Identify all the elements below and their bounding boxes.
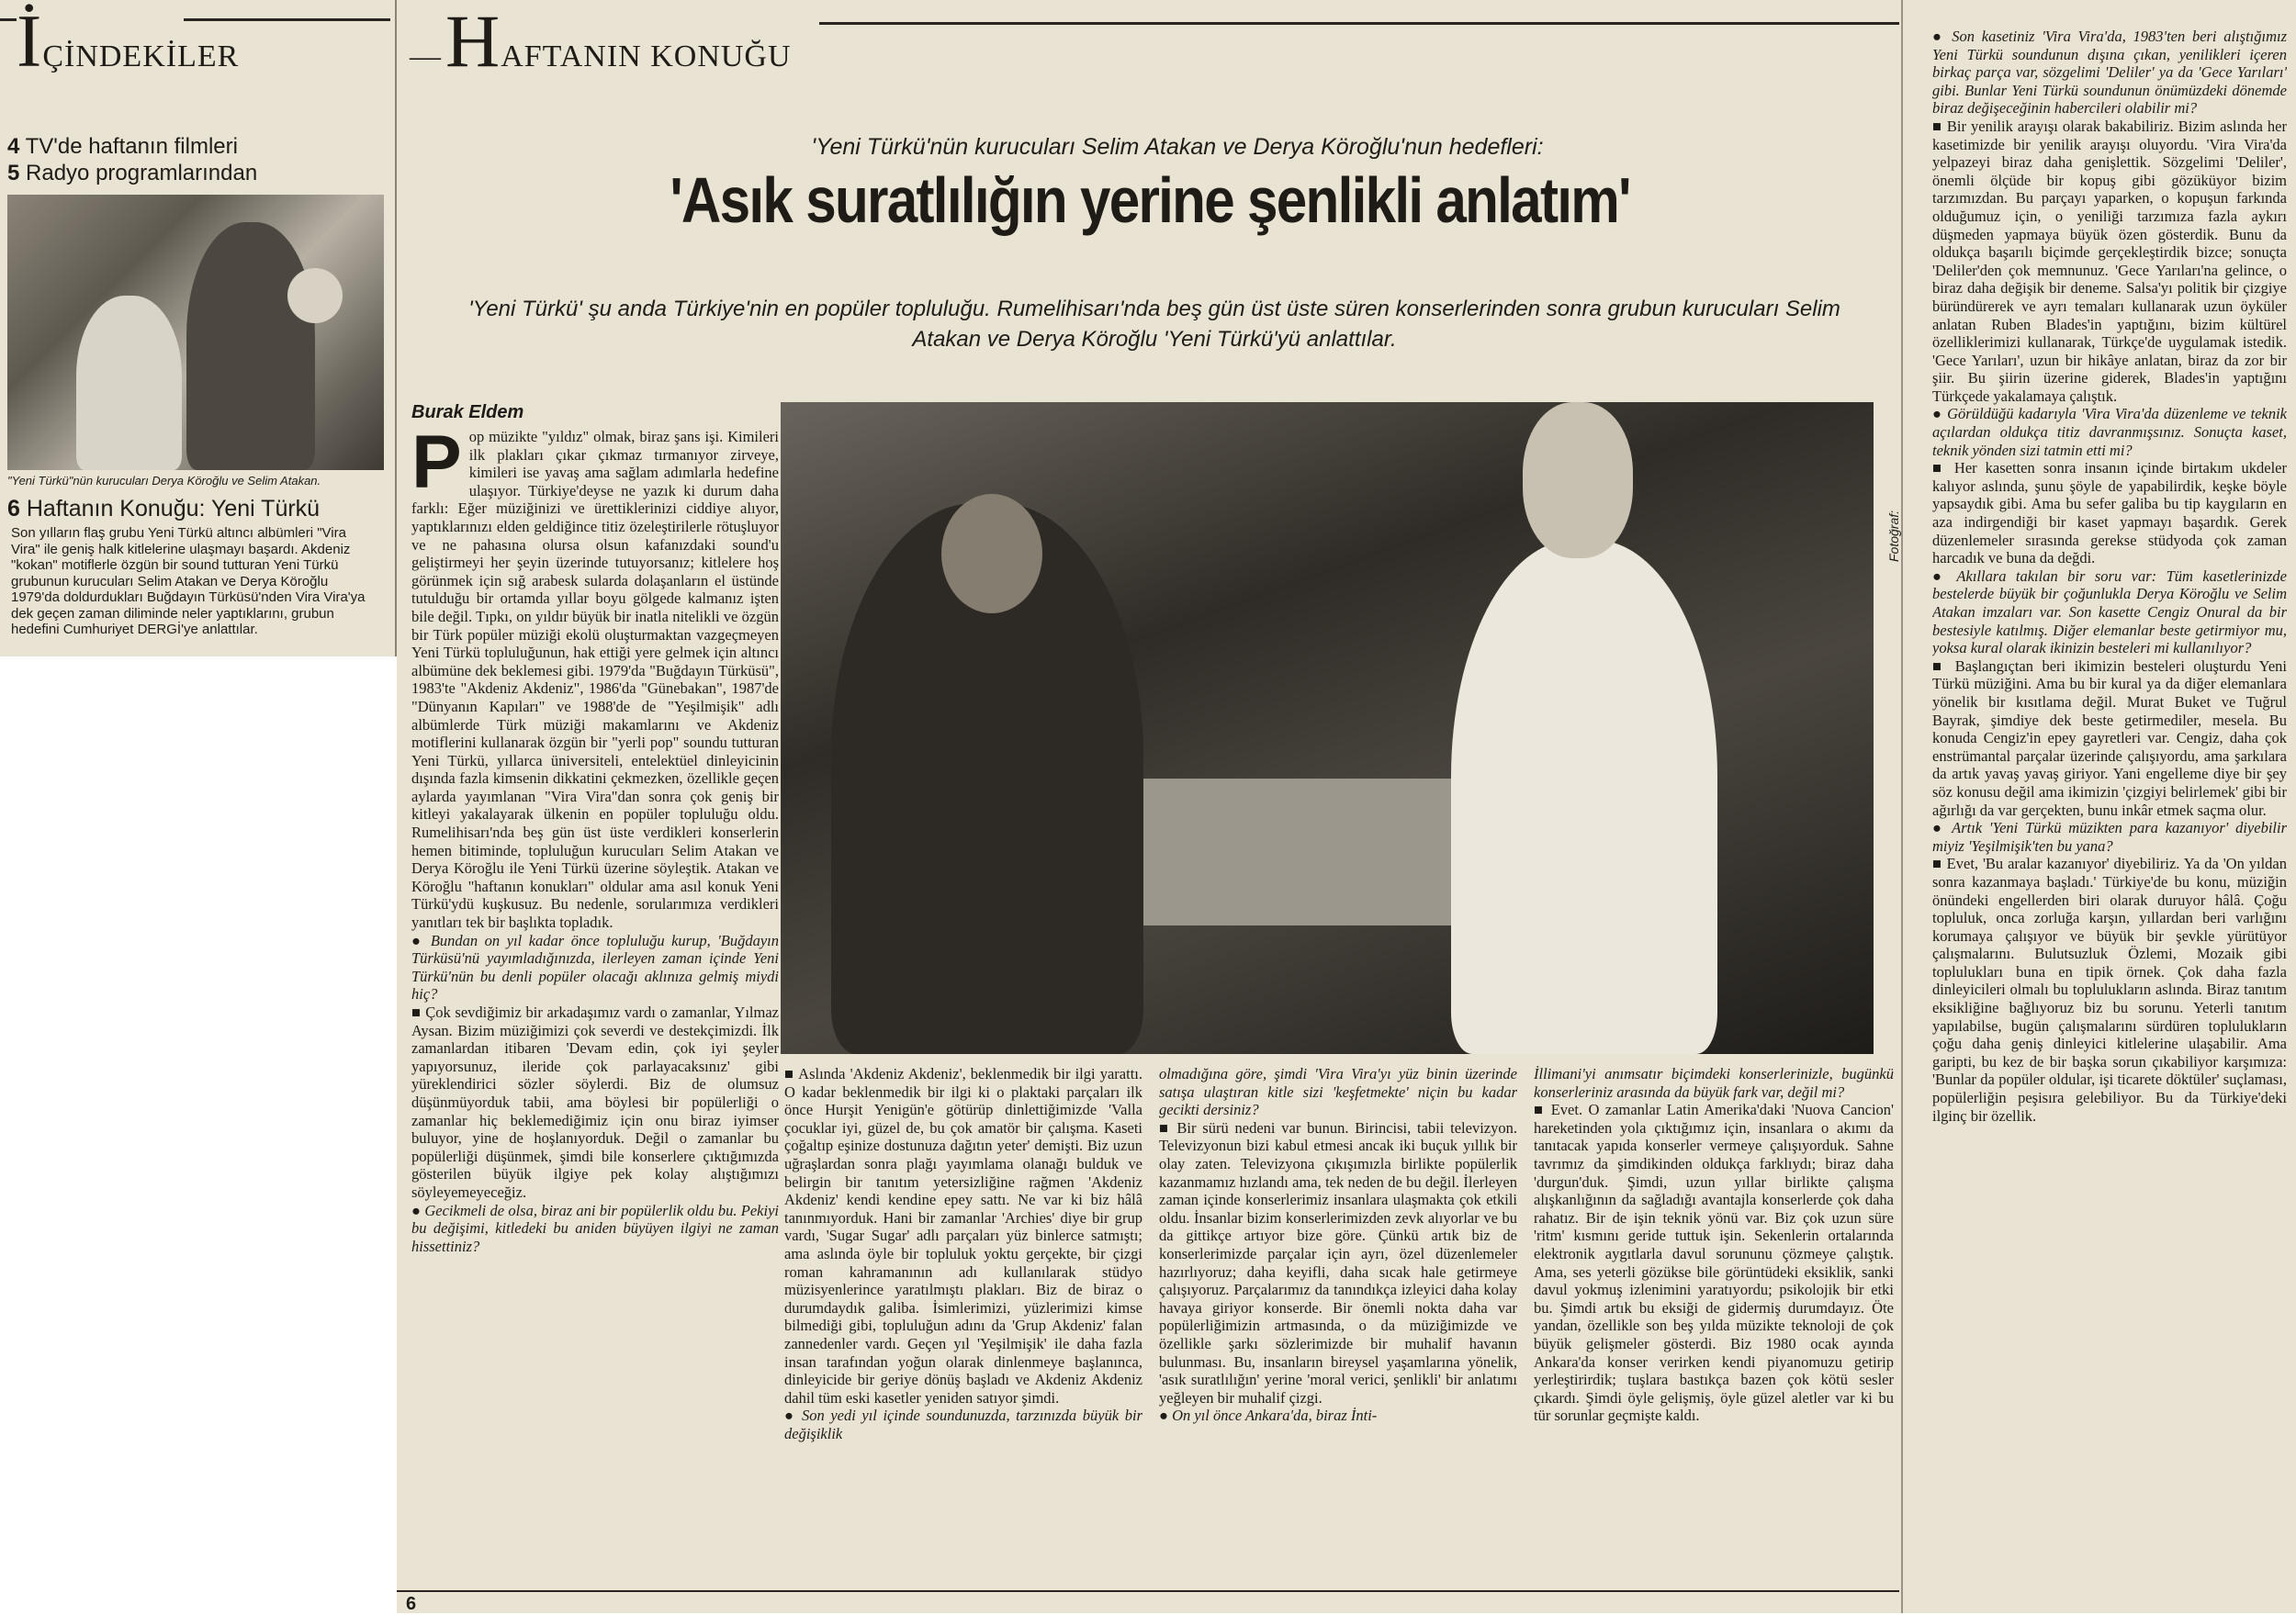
person-face xyxy=(1523,402,1633,558)
person-figure xyxy=(76,296,182,470)
table-of-contents xyxy=(0,0,397,656)
toc-heading: İÇİNDEKİLER xyxy=(17,0,240,83)
bottom-rule xyxy=(397,1590,1899,1592)
article-column-4: İllimani'yi anımsatır biçimdeki konserlerinizle, bugünkü konserleriniz arasında da büyük fark var, değil mi? ■ Evet. O zamanlar Latin Amerika'daki 'Nuova Cancion' hareketinden yola çıktığımız için, insanlara o akımı da tanıtacak yapıda konserler vermeye çalışıyorduk. Sahne tavrımız da şimdikinden oldukça farklıydı; biraz daha 'durgun'duk. Şimdi, uzun yıllar birlikte çalışma alışkanlığının da sağladığı avantajla konserlerde çok daha rahatız. Bir de işin teknik yönü var. Biz çok uzun süre 'ritm' kısmını geride tuttuk işin. Sekenlerin ortalarında elektronik aygıtlarla davul sorununu çözmeye çalıştık. Ama, ses yeterli gözükse bile görüntüdeki eksiklik, sanki davul yokmuş izlenimini yaratıyordu; psikolojik bir etki bu. Şimdi artık bu eksiği de gidermiş durumdayız. Öte yandan, özellikle son beş yılda müzikte teknoloji de çok büyük gelişmeler gösterdi. Biz 1980 ocak ayında Ankara'da konser verirken kendi piyanomuzu getirip yerleştirirdik; tuşlara bastıkça bazen çok kötü sesler çıkardı. Şimdi öyle gelişmiş, öyle güzel aletler var ki bu tür sorunlar geçmişte kaldı. xyxy=(1534,1065,1894,1425)
section-heading: —HAFTANIN KONUĞU xyxy=(410,0,792,83)
toc-rule-right xyxy=(184,18,390,21)
article-column-1: P op müzikte "yıldız" olmak, biraz şans işi. Kimileri ilk plakları çıkar çıkmaz tırmanıyor zirveye, kimileri ise yavaş ama sağlam adımlarla hedefine ulaşıyor. Türkiye'deyse ne yazık ki durum daha farklı: Eğer müziğinizi ve ürettiklerinizi ciddiye alıyor, yaptıklarınızı elden geldiğince titiz özeleştirilerle rötuşluyor ve ne pahasına olursa olsun kafanızdaki sound'u geliştirmeyi her şeyin üzerinde tutuyorsanız; kitlelere hoş görünmek için sığ arabesk sularda dolaşanların el üstünde tutulduğu bir ortamda yıllar boyu gölgede kalmanız işten bile değil. Tıpkı, on yıldır büyük bir inatla nitelikli ve özgün bir Türk popüler müziği ekolü oluşturmaktan vazgeçmeyen Yeni Türkü topluluğunun, hak ettiği yere gelmek için altıncı albümüne dek beklemesi gibi. 1979'da "Buğdayın Türküsü", 1983'te "Akdeniz Akdeniz", 1986'da "Günebakan", 1987'de "Dünyanın Kapıları" ve 1988'de de "Yeşilmişik" adlı albümlerde Türk müziği makamlarını ve Akdeniz motiflerini kullanarak özgün bir "yerli pop" soundu tutturan Yeni Türkü, yıllarca üniversiteli, entelektüel dinleyicinin dışında fazla kimsenin dikkatini çekmezken, özellikle geçen aylarda yayımlanan "Vira Vira"dan sonra çok geniş bir kitleyi yakalayarak ülkenin en popüler topluluğu oldu. Rumelihisarı'nda beş gün üst üste verdikleri konserlerin hemen bitiminde, topluluğun kurucuları Selim Atakan ve Derya Köroğlu ile Yeni Türkü üzerine söyleştik. Atakan ve Köroğlu "haftanın konukları" oldular ama asıl konuk Yeni Türkü'ydü kuşkusuz. Bu nedenle, sorularımıza verdikleri yanıtları tek bir başlıkta topladık. ● Bundan on yıl kadar önce topluluğu kurup, 'Buğdayın Türküsü'nü yayımladığınızda, ilerleyen zaman içinde Yeni Türkü'nün bu denli popüler olacağı aklınıza gelmiş miydi hiç? ■ Çok sevdiğimiz bir arkadaşımız vardı o zamanlar, Yılmaz Aysan. Bizim müziğimizi çok severdi ve destekçimizdi. İlk zamanlardan itibaren 'Devam edin, çok iyi şeyler yapıyorsunuz, ileride çok parlayacaksınız' gibi yüreklendirici sözler söylerdi. Biz de olumsuz düşünmüyorduk tabii, ama böylesi bir popülerliği o zamanlar hiç beklemediğimiz için onu biraz iyimser buluyor, yine de hoşlanıyorduk. Değil o zamanlar bu popülerliği düşünmek, şimdi bile konserlere çıktığımızda gösterilen büyük ilgiye pek kolay alıştığımızı söyleyemeyeceğiz. ● Gecikmeli de olsa, biraz ani bir popülerlik oldu bu. Pekiyi bu değişimi, kitledeki bu aniden büyüyen ilgiyi ne zaman hissettiniz? xyxy=(411,428,779,1255)
drop-cap: P xyxy=(411,428,462,504)
deck: 'Yeni Türkü' şu anda Türkiye'nin en popüler topluluğu. Rumelihisarı'nda beş gün üst üste süren konserlerinden sonra grubun kurucuları Selim Atakan ve Derya Köroğlu 'Yeni Türkü'yü anlattılar. xyxy=(468,297,1840,352)
column-divider xyxy=(1901,0,1903,1613)
article-column-2: ■ Aslında 'Akdeniz Akdeniz', beklenmedik bir ilgi yarattı. O kadar beklenmedik bir ilgi ki o plaktaki parçaları ilk önce Hurşit Yenigün'e götürüp dinlettiğimizde 'Valla çocuklar iyi, güzel de, bu çok amatör bir çalışma. Kaseti çoğaltıp eşinize dostunuza dağıtın yeter' demişti. Biz uzun uğraşlardan sonra plağı yayımlama olanağı bulduk ve belirgin bir tanıtım yetersizliğine rağmen 'Akdeniz Akdeniz' kendi kendine epey sattı. Ne var ki biz hâlâ tanınmıyorduk. Hani bir zamanlar 'Archies' diye bir grup vardı, 'Sugar Sugar' adlı parçaları yüz binlerce satmıştı; ama aslında öyle bir topluluk yoktu gerçekte, bir çizgi roman kahramanının adı kullanılarak stüdyo müzisyenlerince yaratılmıştı plakları. Biz de biraz o durumdaydık galiba. İsimlerimizi, yüzlerimizi kimse bilmediği gibi, topluluğun adını da 'Grup Akdeniz' falan zannedenler vardı. Geçen yıl 'Yeşilmişik' ile daha fazla insan tarafından yoğun olarak dinlenmeye başlanınca, dinleyicide bir geriye dönüş başladı ve Akdeniz Akdeniz dahil tüm eski kasetler yeniden satıyor şimdi. ● Son yedi yıl içinde soundunuzda, tarzınızda büyük bir değişiklik xyxy=(784,1065,1142,1442)
photo-credit: Fotoğraf: xyxy=(1886,510,1901,562)
toc-rule xyxy=(0,18,17,21)
person-figure xyxy=(1451,540,1717,1054)
kicker: 'Yeni Türkü'nün kurucuları Selim Atakan ve Derya Köroğlu'nun hedefleri: xyxy=(811,134,1544,160)
article-column-right xyxy=(1901,0,2296,1613)
toc-item[interactable]: 5 Radyo programlarından xyxy=(7,161,258,185)
toc-feature-title[interactable]: 6 Haftanın Konuğu: Yeni Türkü xyxy=(7,496,321,522)
toc-photo xyxy=(7,195,384,470)
person-figure xyxy=(186,222,315,470)
article-page xyxy=(397,0,1901,1613)
page-number: 6 xyxy=(406,1594,417,1614)
toc-item[interactable]: 4 TV'de haftanın filmleri xyxy=(7,134,238,159)
main-photo xyxy=(781,402,1874,1054)
person-face xyxy=(941,494,1042,613)
section-rule xyxy=(819,22,1899,25)
article-column-5: ● Son kasetiniz 'Vira Vira'da, 1983'ten beri alıştığımız Yeni Türkü soundunun dışına çıkan, yenilikleri içeren birkaç parça var, sözgelimi 'Deliler' ya da 'Gece Yarıları' gibi. Bunlar Yeni Türkü soundunun önümüzdeki dönemde biraz değişeceğinin habercileri olabilir mi? ■ Bir yenilik arayışı olarak bakabiliriz. Bizim aslında her kasetimizde bir yenilik arayışı oluyordu. 'Vira Vira'da yelpazeyi biraz daha genişlettik. Sözgelimi 'Deliler', önemli ölçüde bir kopuş gibi gözüküyor bizim tarzımızdan. Bu parçayı yaparken, o kopuşun farkında olduğumuz için, o yeniliği tarzımıza fazla aykırı düşmeden yapmaya büyük özen gösterdik. Bunu da oldukça başarılı biçimde gerçekleştirdik bizce; sonuçta 'Deliler'den çok memnunuz. 'Gece Yarıları'na gelince, o biraz daha değişik bir deneme. Salsa'yı politik bir çizgiye büründürerek ve ayrı temaları kullanarak uzun öyküler anlatan Ruben Blades'in yaptığını, bizim kültürel özelliklerimizi kullanarak, Türkçe'de uygulamak istedik. 'Gece Yarıları', uzun bir hikâye anlatan, biraz da zor bir şiir. Bu şiirin üzerine giderek, Blades'in yaptığını Türkçede yakalamaya çalıştık. ● Görüldüğü kadarıyla 'Vira Vira'da düzenleme ve teknik açılardan oldukça titiz davranmışsınız. Sonuçta kaset, teknik yönden sizi tatmin etti mi? ■ Her kasetten sonra insanın içinde birtakım ukdeler kalıyor aslında, şunu şöyle de yapabilirdik, keşke böyle yapsaydık gibi. Ama bu sefer galiba bu tip kaygıların en aza indirgendiği bir kaset yapmayı başardık. Gerek düzenlemeler sırasında gerekse stüdyoda çok zaman harcadık ve buna da değdi. ● Akıllara takılan bir soru var: Tüm kasetlerinizde bestelerde büyük bir çoğunlukla Derya Köroğlu ve Selim Atakan imzaları var. Son kasette Cengiz Onural da bir bestesiyle katılmış. Diğer elemanlar beste getirmiyor mu, yoksa kural olarak ikinizin besteleri mi kullanılıyor? ■ Başlangıçtan beri ikimizin besteleri oluşturdu Yeni Türkü müziğini. Ama bu bir kural ya da diğer elemanlara yönelik bir kısıtlama değil. Murat Buket ve Tuğrul Bayrak, şimdiye dek beste getirmediler, mesela. Bu konuda Cengiz'in epey gayretleri var. Cengiz, daha çok enstrümantal parçalar üzerinde çalışıyordu, ama şarkılara da artık yavaş yavaş giriyor. Yani engelleme diye bir şey söz konusu değil ama ikimizin 'çizgiyi belirlemek' gibi bir ağırlığı da var gerçekten, bunu inkâr etmek saçma olur. ● Artık 'Yeni Türkü müzikten para kazanıyor' diyebilir miyiz 'Yeşilmişik'ten bu yana? ■ Evet, 'Bu aralar kazanıyor' diyebiliriz. Ya da 'On yıldan sonra kazanmaya başladı.' Türkiye'de bu konu, müziğin önündeki engellerden biri olarak duruyor hâlâ. Çoğu topluluk, onca zorluğa karşın, yıllardan beri varlığını korumaya çalışıyor ve büyük bir şevkle yürütüyor çalışmalarını. Bulutsuzluk Özlemi, Mozaik gibi toplulukları buna en tipik örnek. Çok daha fazla dinleyicileri olmalı bu toplulukların aslında. Biraz tanıtım eksikliğine bağlıyoruz biz bu sorunu. Yeterli tanıtım yapılabilse, bugün çalışmalarını sürdüren toplulukların çoğu daha geniş dinleyici kitlelerine ulaşabilir. Ama garipti, bu kez de bir başka sorun çıkabiliyor karşımıza: 'Bunlar da popüler oldular, işi ticarete döktüler' suçlaması, popülerliğin peşisıra gelebiliyor. Bu da Türkiye'deki ilginç bir özellik. xyxy=(1932,28,2287,1125)
headline: 'Asık suratlılığın yerine şenlikli anlatım' xyxy=(670,164,1630,236)
toc-feature-text: Son yılların flaş grubu Yeni Türkü altıncı albümleri "Vira Vira" ile geniş halk kitlelerine ulaşmayı başardı. Akdeniz "kokan" motiflerle özgün bir sound tutturan Yeni Türkü grubunun kurucuları Selim Atakan ve Derya Köroğlu 1979'da doldurdukları Buğdayın Türküsü'nden Vira Vira'ya dek geçen zaman diliminde neler yaptıklarını, grubun hedefini Cumhuriyet DERGİ'ye anlattılar. xyxy=(11,525,366,637)
reel-shape xyxy=(287,268,343,323)
article-column-3: olmadığına göre, şimdi 'Vira Vira'yı yüz binin üzerinde satışa ulaştıran kitle sizi 'keşfetmekte' niçin bu kadar gecikti dersiniz? ■ Bir sürü nedeni var bunun. Birincisi, tabii televizyon. Televizyonun bizi kabul etmesi ancak iki buçuk yıllık bir olay zaten. Televizyona çıkışımızla birlikte popülerlik kazanmamız hızlandı ama, tek neden de bu değil. İlerleyen zaman içinde konserlerimiz insanlara ulaşmakta çok etkili oldu. İnsanlar bizim konserlerimizden zevk alıyorlar ve bu da gittikçe artıyor bize göre. Çünkü artık biz de konserlerimizde parçalar için ayrı, özel düzenlemeler hazırlıyoruz; daha keyifli, daha sıcak hale getirmeye çalışıyoruz. Parçalarımız da tanındıkça izleyici daha kolay havaya giriyor konserde. Bir önemli nokta daha var popülerliğimizin artmasında, o da müziğimizde ve özellikle şarkı sözlerimizde bir muhalif havanın bulunması. Bu, insanların bireysel yaşamlarına yönelik, 'asık suratlılığın' yerine 'moral verici, şenlikli' bir anlatımı yeğleyen bir muhalif çizgi. ● On yıl önce Ankara'da, biraz İnti- xyxy=(1159,1065,1517,1425)
byline: Burak Eldem xyxy=(411,402,524,422)
toc-photo-caption: "Yeni Türkü"nün kurucuları Derya Köroğlu ve Selim Atakan. xyxy=(7,474,321,488)
